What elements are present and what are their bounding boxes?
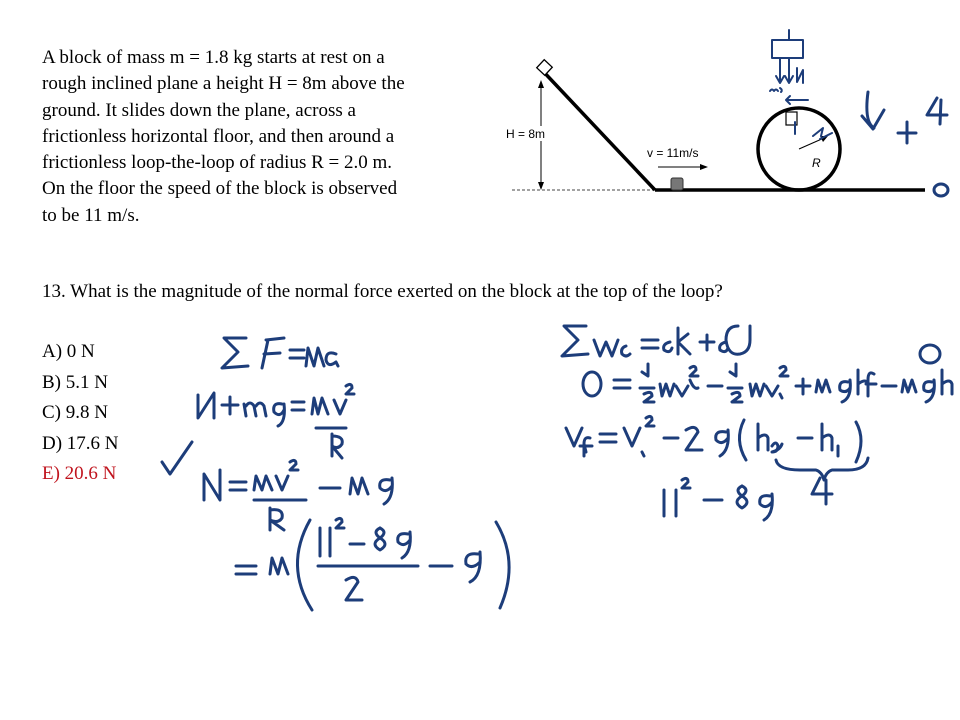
free-body-diagram-sketch: [770, 30, 832, 139]
choice-b: B) 5.1 N: [42, 371, 108, 393]
question-text: 13. What is the magnitude of the normal force exerted on the block at the top of the loop?: [42, 281, 723, 302]
choice-d: D) 17.6 N: [42, 432, 119, 454]
problem-line: rough inclined plane a height H = 8m above the: [42, 73, 405, 95]
height-label: H = 8m: [506, 127, 546, 141]
problem-line: frictionless horizontal floor, and then around a: [42, 125, 395, 147]
problem-line: A block of mass m = 1.8 kg starts at rest on a: [42, 47, 385, 68]
checkmark-icon: [162, 442, 192, 474]
normal-force-solution-work: [204, 460, 392, 530]
problem-line: On the floor the speed of the block is observed: [42, 178, 398, 200]
problem-line: frictionless loop-the-loop of radius R = 2.0 m.: [42, 152, 393, 174]
numeric-substitution-work: [236, 518, 509, 610]
radius-label: R: [812, 156, 821, 170]
problem-line: ground. It slides down the plane, across a: [42, 99, 356, 121]
problem-line: to be 11 m/s.: [42, 204, 140, 226]
work-energy-work: [562, 326, 952, 520]
velocity-label: v = 11m/s: [647, 146, 699, 160]
choice-e: E) 20.6 N: [42, 463, 117, 484]
sign-convention-sketch: [862, 92, 948, 196]
newton-second-law-work: [198, 338, 354, 458]
choice-a: A) 0 N: [42, 341, 95, 362]
choice-c: C) 9.8 N: [42, 402, 108, 423]
